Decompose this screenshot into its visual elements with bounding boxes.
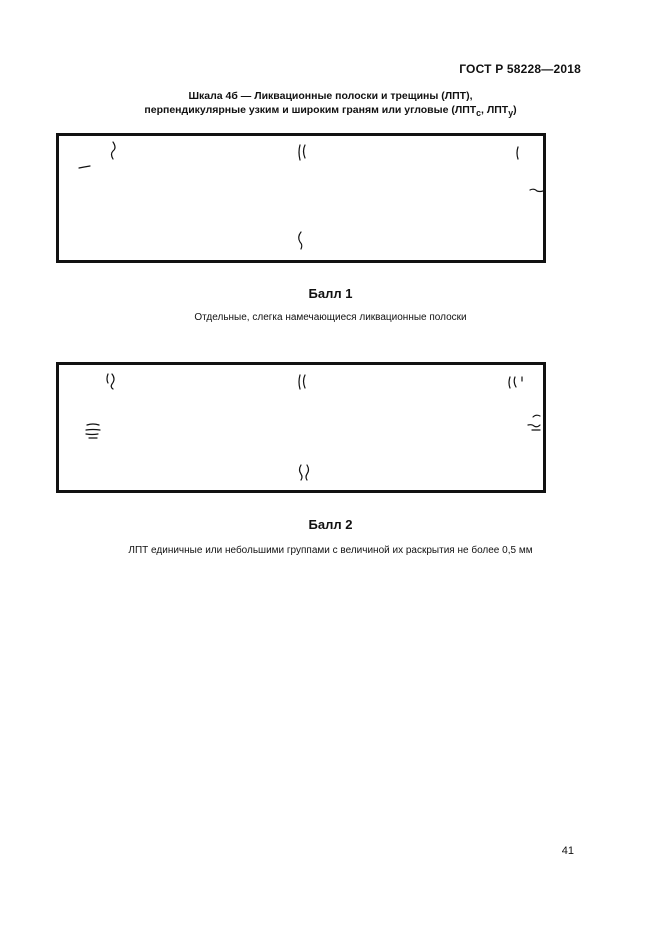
mark-left-c	[86, 434, 98, 435]
caption-close: )	[513, 104, 517, 116]
mark-bottom-center-a	[300, 465, 303, 480]
segregation-marks-2	[59, 365, 543, 490]
mark-top-right-b	[514, 377, 516, 387]
page-number: 41	[561, 845, 574, 857]
grade-1-description: Отдельные, слегка намечающиеся ликвационные полоски	[194, 312, 467, 323]
document-code: ГОСТ Р 58228—2018	[459, 62, 581, 76]
mark-left-dash	[79, 166, 90, 168]
caption-line-1: Шкала 4б — Ликвационные полоски и трещины (ЛПТ),	[188, 90, 473, 102]
mark-top-right	[517, 147, 518, 159]
caption-separator: , ЛПТ	[481, 104, 509, 116]
grade-2-description: ЛПТ единичные или небольшими группами с величиной их раскрытия не более 0,5 мм	[128, 545, 533, 556]
mark-right-dash	[530, 189, 543, 191]
mark-top-center-b	[304, 145, 306, 158]
mark-left-a	[87, 424, 99, 425]
mark-top-center-a	[299, 145, 300, 160]
mark-top-left-b	[111, 374, 114, 389]
mark-right-a	[533, 415, 540, 417]
grade-2-label: Балл 2	[308, 517, 353, 532]
mark-top-right-a	[509, 377, 510, 388]
grade-1-label: Балл 1	[308, 286, 353, 301]
mark-top-left-a	[107, 374, 108, 383]
mark-bottom-center-b	[306, 465, 309, 480]
mark-top-left	[112, 142, 116, 159]
mark-right-b	[528, 425, 540, 427]
caption-line-2	[0, 103, 661, 120]
mark-top-center-a	[299, 375, 300, 389]
caption-line-2-text: перпендикулярные узким и широким граням или угловые (ЛПТ	[144, 104, 477, 116]
mark-bottom-center	[299, 232, 302, 249]
mark-top-center-b	[304, 375, 306, 388]
caption-sub-y: у	[508, 108, 514, 119]
mark-left-b	[86, 430, 100, 431]
scale-caption	[0, 89, 661, 120]
segregation-marks-1	[59, 136, 543, 260]
sample-panel-grade-1	[56, 133, 546, 263]
sample-panel-grade-2	[56, 362, 546, 493]
caption-sub-c: с	[476, 108, 482, 119]
